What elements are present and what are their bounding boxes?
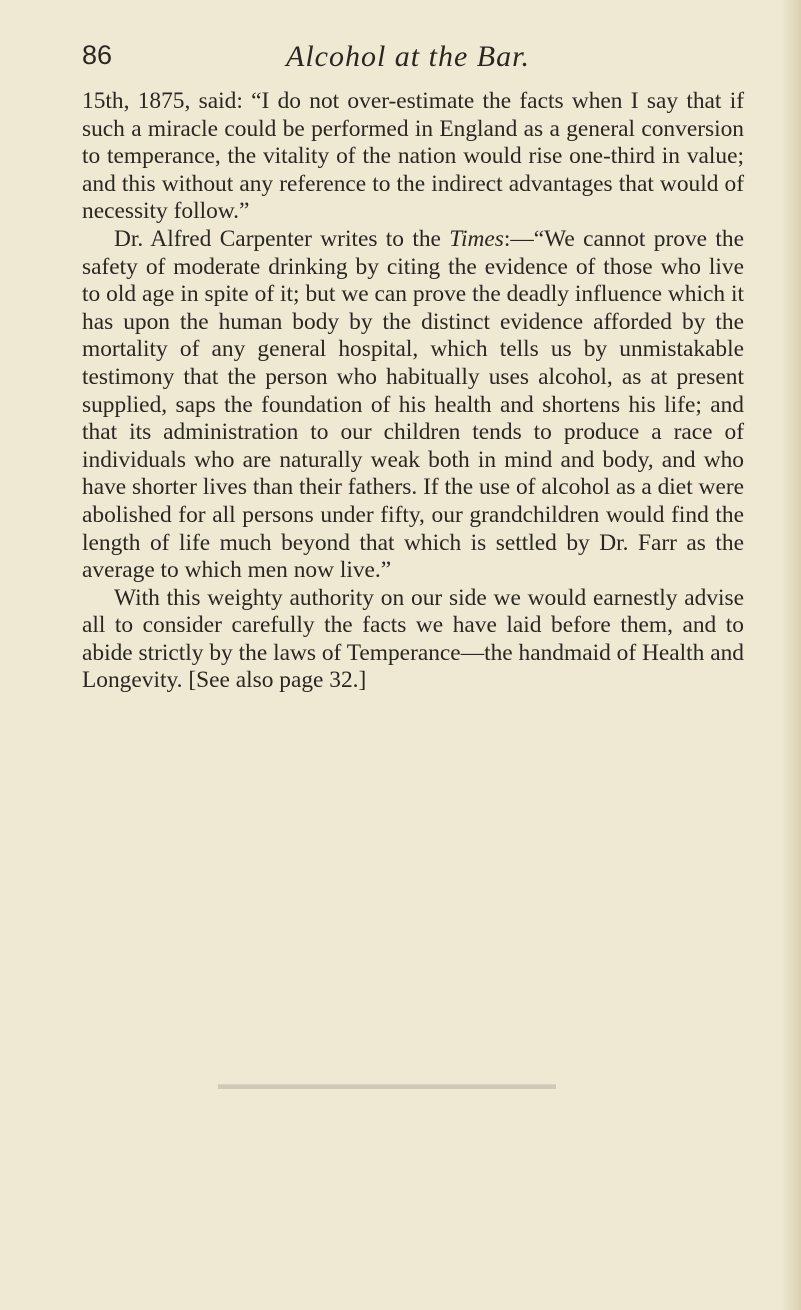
body-text xyxy=(82,88,744,695)
paragraph-lead-text: Dr. Alfred Carpenter writes to the xyxy=(114,225,450,252)
times-newspaper-title: Times xyxy=(449,225,504,252)
paragraph-conclusion: With this weighty authority on our side we would earnestly advise all to consider carefully the facts we have laid before them, and to abide strictly by the laws of Temperance—the handmaid of Health and Longevity. [See also page 32.] xyxy=(82,584,744,694)
page-number: 86 xyxy=(82,40,113,70)
page-header xyxy=(82,40,762,80)
closing-rule xyxy=(218,1084,556,1089)
paragraph-carpenter-quote xyxy=(82,226,744,585)
paragraph-continuation: 15th, 1875, said: “I do not over-estimate the facts when I say that if such a miracle could be performed in England as a general conversion to temperance, the vitality of the nation would rise one-third in value; and this without any reference to the indirect advantages that would of necessity follow.” xyxy=(82,88,744,225)
running-title: Alcohol at the Bar. xyxy=(286,40,530,73)
page-edge-shading xyxy=(781,0,801,1310)
quotation-text: :—“We cannot prove the safety of moderate drinking by citing the evidence of those who live to old age in spite of it; but we can prove the deadly influence which it has upon the human body by the distinct evidence afforded by the mortality of any general hospital, which tells us by unmistakable testimony that the person who habitually uses alcohol, as at present supplied, saps the foundation of his health and shortens his life; and that its administration to our children tends to produce a race of individuals who are naturally weak both in mind and body, and who have shorter lives than their fathers. If the use of alcohol as a diet were abolished for all persons under fifty, our grandchildren would find the length of life much beyond that which is settled by Dr. Farr as the average to which men now live.” xyxy=(82,225,744,584)
